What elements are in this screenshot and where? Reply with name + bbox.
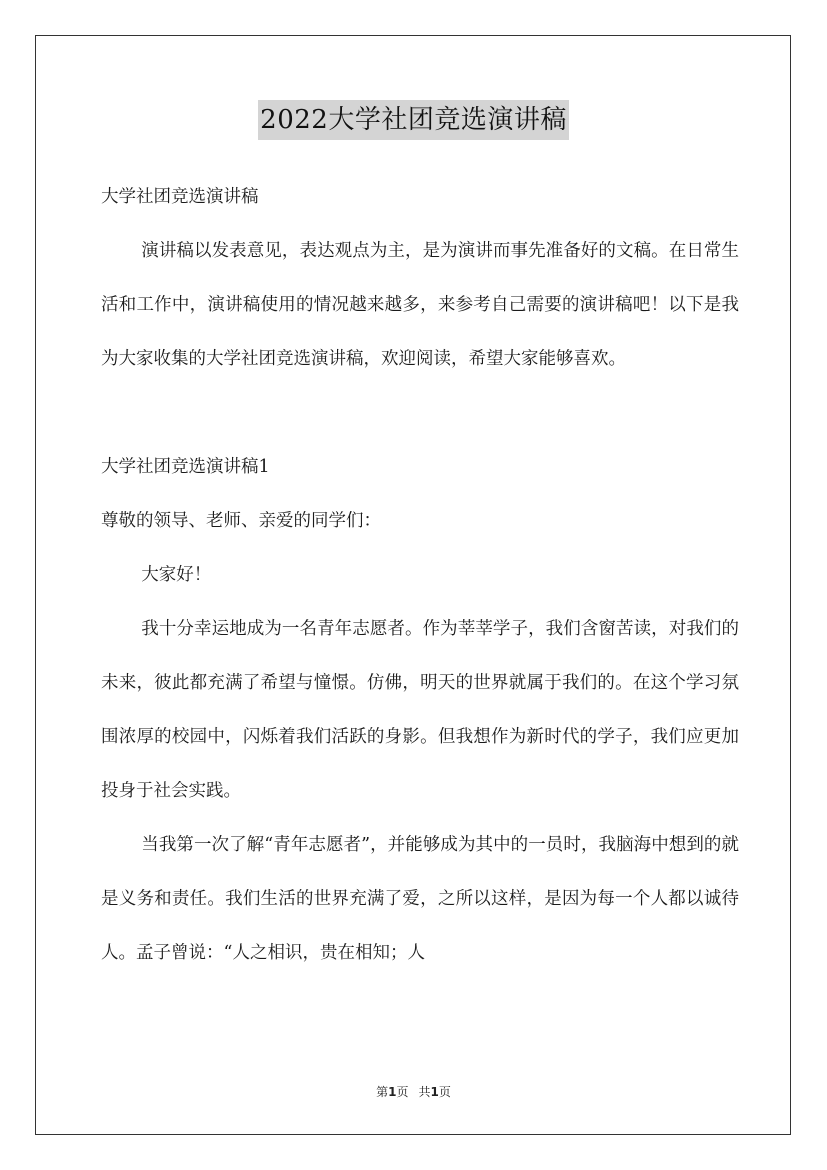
intro-paragraph: 演讲稿以发表意见，表达观点为主，是为演讲而事先准备好的文稿。在日常生活和工作中，演讲稿使用的情况越来越多，来参考自己需要的演讲稿吧！以下是我为大家收集的大学社团竞选演讲稿，欢迎阅读，希望大家能够喜欢。 [101, 241, 739, 369]
body-paragraph-2: 当我第一次了解“青年志愿者”，并能够成为其中的一员时，我脑海中想到的就是义务和责任。我们生活的世界充满了爱，之所以这样，是因为每一个人都以诚待人。孟子曾说：“人之相识，贵在相知；人 [101, 835, 739, 963]
total-label-suffix: 页 [438, 1085, 451, 1099]
greeting: 大家好！ [141, 565, 212, 585]
page-footer [0, 1083, 827, 1101]
document-body [101, 170, 739, 980]
document-title: 2022大学社团竞选演讲稿 [258, 100, 569, 140]
paragraph-spacer [101, 386, 739, 440]
total-label-prefix: 共 [418, 1085, 431, 1099]
title-container [0, 100, 827, 140]
total-pages: 1 [430, 1085, 439, 1099]
body-paragraph-1: 我十分幸运地成为一名青年志愿者。作为莘莘学子，我们含窗苦读，对我们的未来，彼此都充满了希望与憧憬。仿佛，明天的世界就属于我们的。在这个学习氛围浓厚的校园中，闪烁着我们活跃的身影。但我想作为新时代的学子，我们应更加投身于社会实践。 [101, 619, 739, 801]
document-subtitle: 大学社团竞选演讲稿 [101, 187, 259, 207]
section-heading: 大学社团竞选演讲稿1 [101, 457, 270, 477]
page-label-suffix: 页 [396, 1085, 409, 1099]
page-label-prefix: 第 [376, 1085, 389, 1099]
salutation: 尊敬的领导、老师、亲爱的同学们： [101, 511, 381, 531]
page-number: 1 [388, 1085, 397, 1099]
